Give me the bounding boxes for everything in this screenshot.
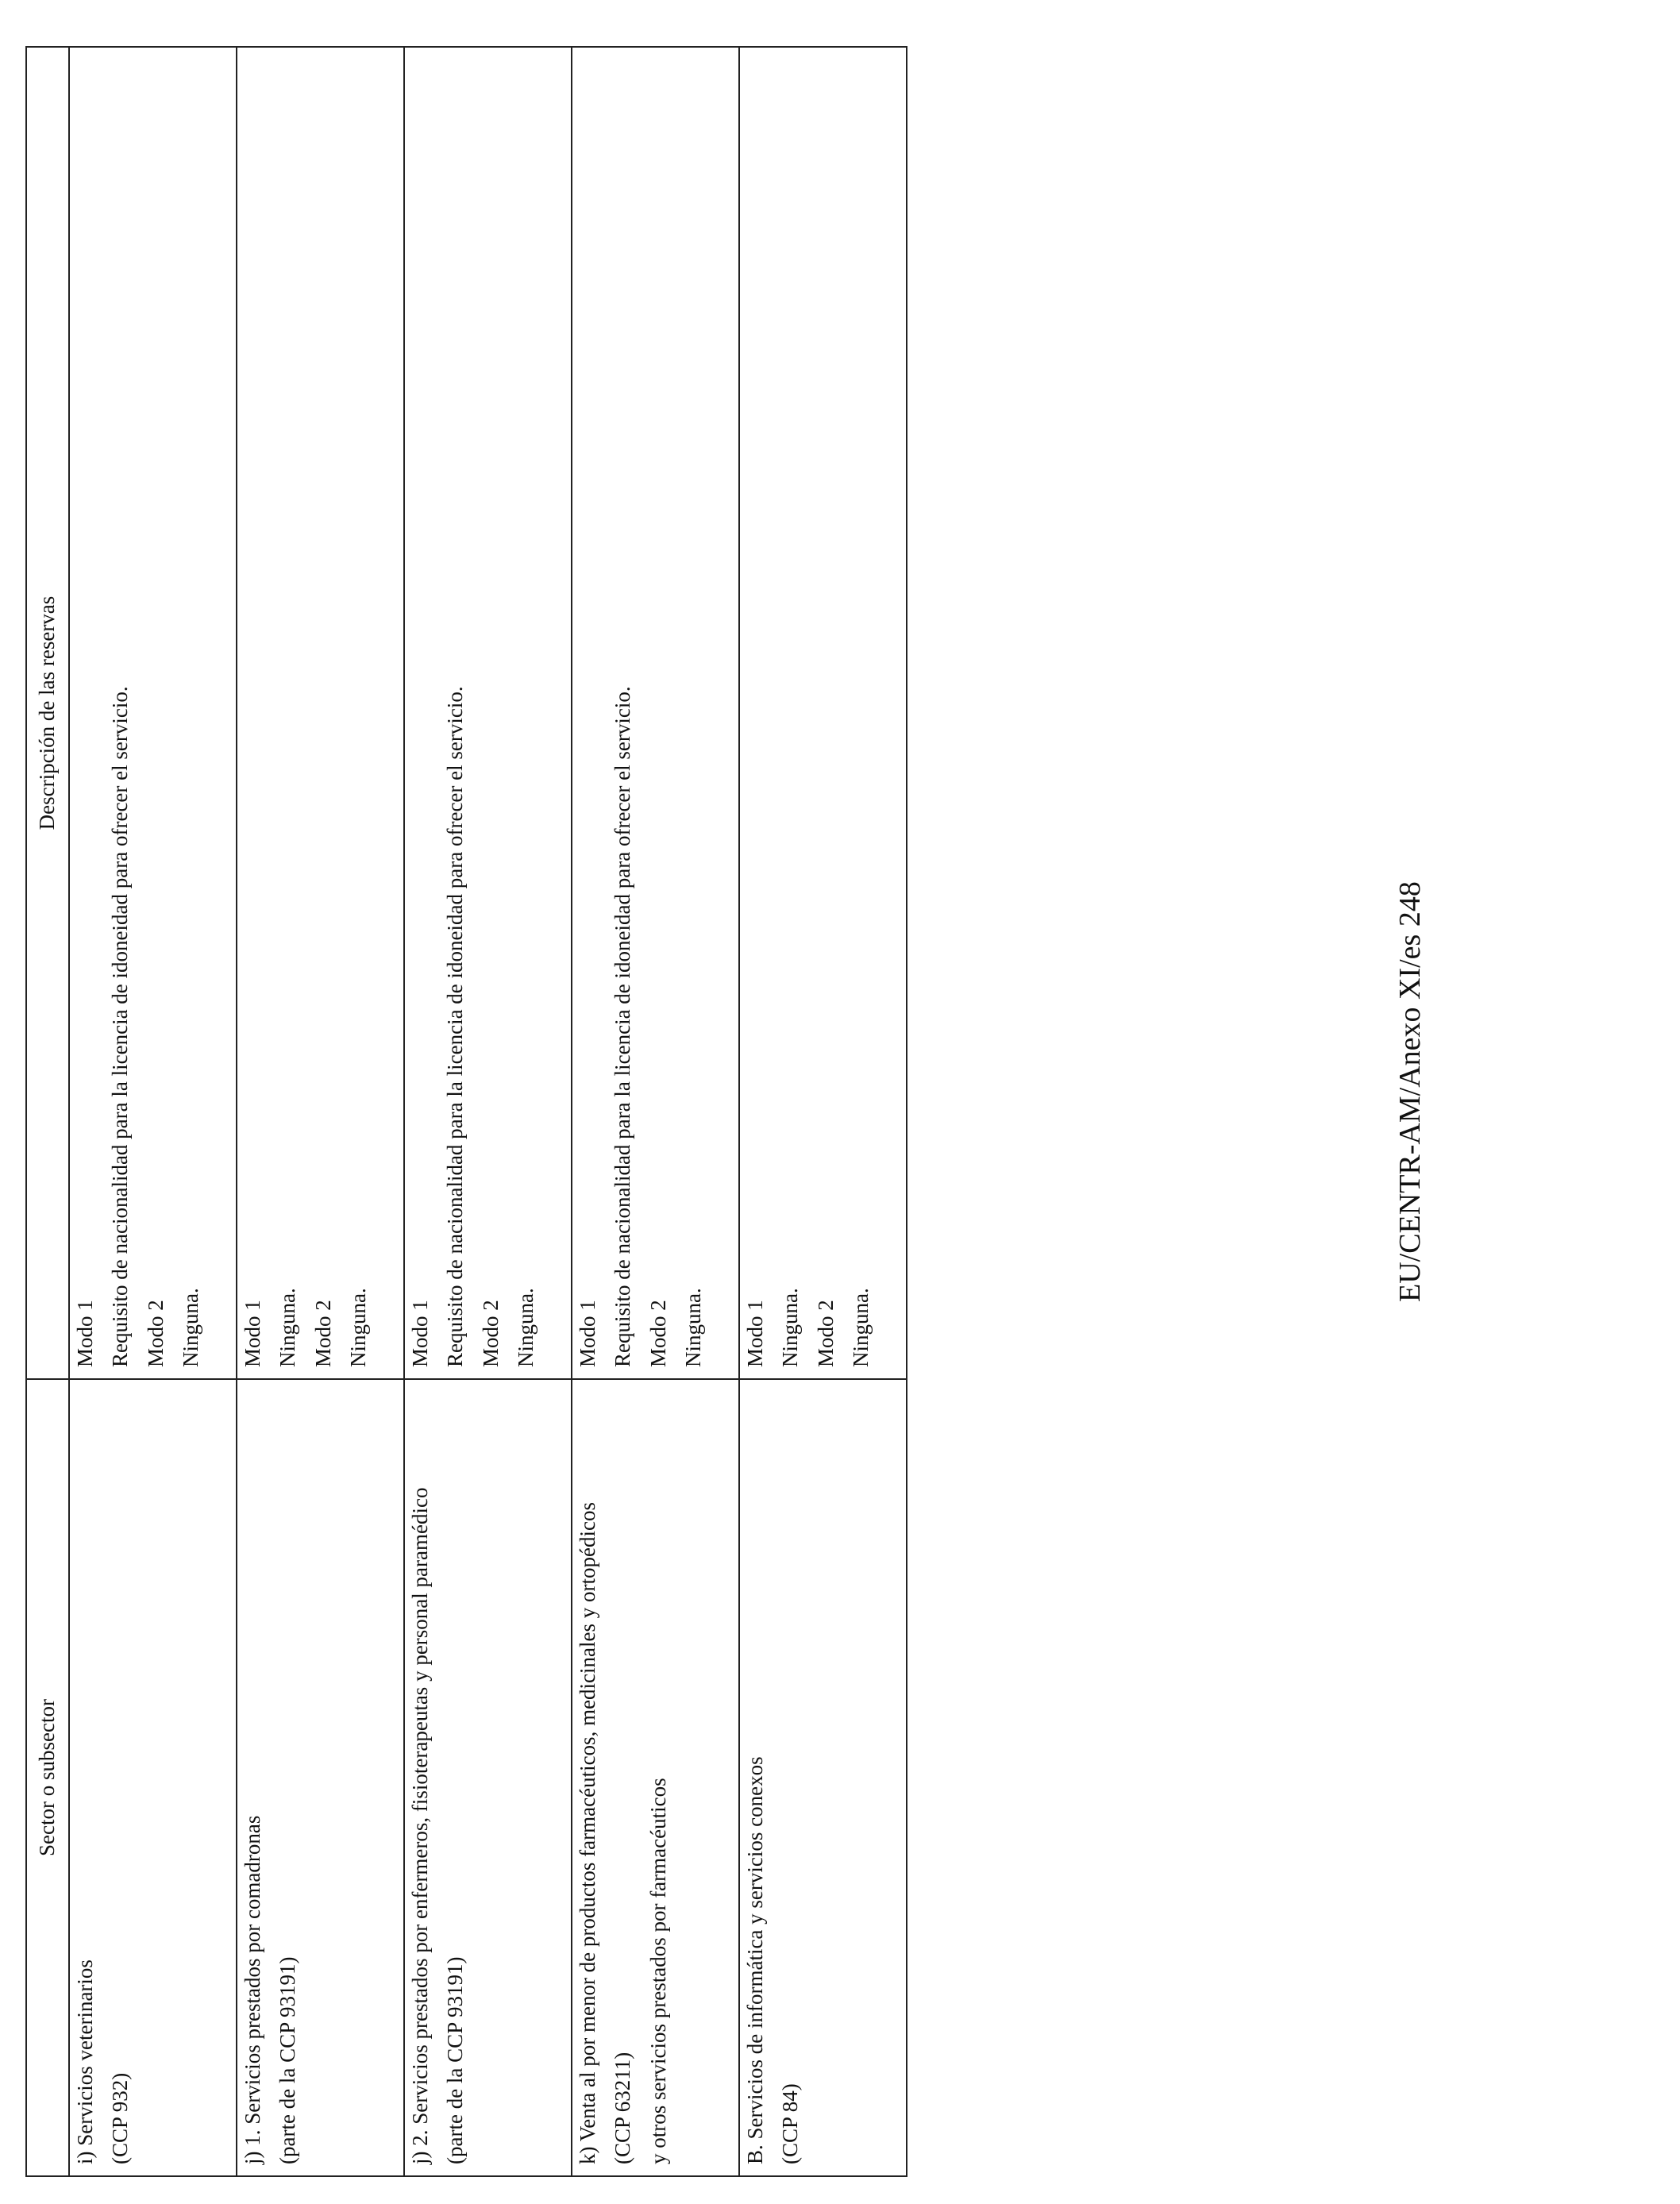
table-row [572,47,739,2176]
mode-reservation: Ninguna. [276,1288,300,1367]
description-cell [69,47,237,1379]
description-cell [237,47,404,1379]
mode-label: Modo 1 [73,1300,98,1367]
mode-label: Modo 2 [310,1300,335,1367]
sector-code: (CCP 63211) [611,2052,635,2164]
mode-label: Modo 1 [408,1300,433,1367]
sector-title: i) Servicios veterinarios [73,1959,98,2164]
mode-label: Modo 1 [576,1300,600,1367]
reservations-table-rotated [25,48,907,2177]
mode-reservation: Ninguna. [345,1288,370,1367]
mode-reservation: Ninguna. [513,1288,538,1367]
header-description: Descripción de las reservas [26,47,69,1379]
description-cell [404,47,572,1379]
mode-reservation: Ninguna. [778,1288,803,1367]
mode-label: Modo 1 [241,1300,265,1367]
sector-title: B. Servicios de informática y servicios conexos [743,1756,768,2164]
table-row [739,47,907,2176]
sector-title: j) 2. Servicios prestados por enfermeros, fisioterapeutas y personal paramédico [408,1487,433,2164]
sector-cell [237,1379,404,2176]
table-header-row [26,47,69,2176]
sector-cell [404,1379,572,2176]
table-row [237,47,404,2176]
description-cell [572,47,739,1379]
sector-code: (parte de la CCP 93191) [276,1956,300,2164]
sector-title: j) 1. Servicios prestados por comadronas [241,1815,265,2164]
page-footer [1393,881,1440,1303]
sector-cell [69,1379,237,2176]
sector-extra: y otros servicios prestados por farmacéuticos [645,1778,670,2164]
mode-reservation: Ninguna. [178,1288,202,1367]
mode-reservation: Requisito de nacionalidad para la licencia de idoneidad para ofrecer el servicio. [611,686,635,1367]
sector-title: k) Venta al por menor de productos farmacéuticos, medicinales y ortopédicos [576,1502,600,2164]
description-cell [739,47,907,1379]
mode-label: Modo 2 [478,1300,503,1367]
mode-label: Modo 2 [143,1300,168,1367]
reservations-table [25,46,907,2177]
sector-code: (CCP 84) [778,2083,803,2164]
mode-reservation: Requisito de nacionalidad para la licencia de idoneidad para ofrecer el servicio. [443,686,468,1367]
sector-cell [572,1379,739,2176]
mode-label: Modo 1 [743,1300,768,1367]
mode-reservation: Ninguna. [848,1288,873,1367]
document-reference: EU/CENTR-AM/Anexo XI/es 248 [1393,881,1427,1302]
sector-cell [739,1379,907,2176]
table-row [69,47,237,2176]
mode-reservation: Ninguna. [680,1288,705,1367]
mode-label: Modo 2 [813,1300,838,1367]
sector-code: (parte de la CCP 93191) [443,1956,468,2164]
mode-reservation: Requisito de nacionalidad para la licencia de idoneidad para ofrecer el servicio. [108,686,133,1367]
header-sector: Sector o subsector [26,1379,69,2176]
table-row [404,47,572,2176]
sector-code: (CCP 932) [108,2072,133,2164]
mode-label: Modo 2 [645,1300,670,1367]
